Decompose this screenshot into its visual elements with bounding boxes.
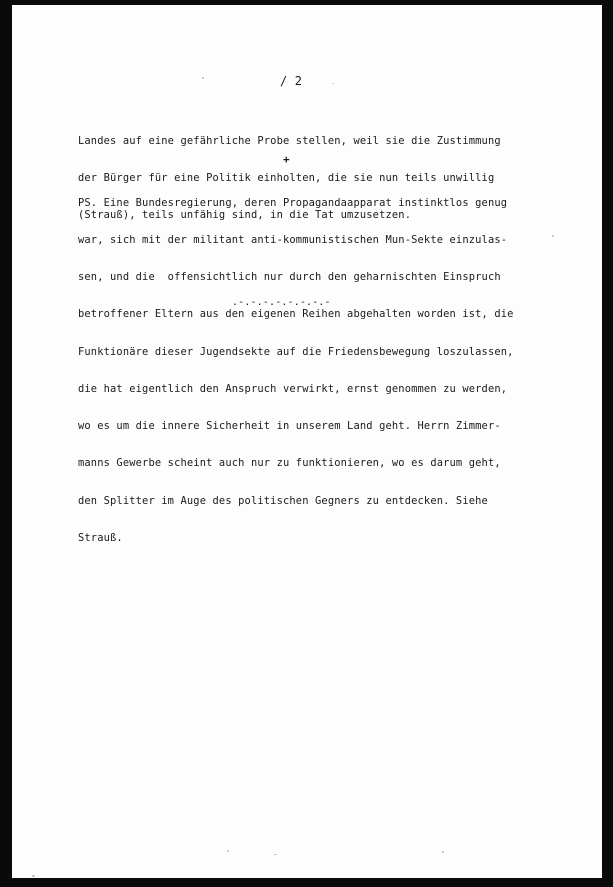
text-line: den Splitter im Auge des politischen Gegners zu entdecken. Siehe	[78, 494, 488, 507]
paragraph-2-postscript	[78, 172, 514, 569]
scan-speck	[227, 850, 229, 852]
text-line: wo es um die innere Sicherheit in unserem Land geht. Herrn Zimmer-	[78, 420, 501, 433]
text-line: manns Gewerbe scheint auch nur zu funktionieren, wo es darum geht,	[78, 457, 501, 470]
text-line: Strauß.	[78, 531, 123, 544]
separator-mark: +	[283, 153, 290, 166]
document-page	[12, 5, 602, 878]
text-line: war, sich mit der militant anti-kommunistischen Mun-Sekte einzulas-	[78, 234, 508, 247]
end-mark: .-.-.-.-.-.-.-.-	[232, 297, 331, 308]
text-line: Landes auf eine gefährliche Probe stellen, weil sie die Zustimmung	[78, 134, 501, 147]
text-line: der Bürger für eine Politik einholten, die sie nun teils unwillig	[78, 172, 495, 185]
scan-speck	[332, 83, 334, 84]
page-number: / 2	[280, 74, 303, 88]
scan-speck	[202, 77, 204, 79]
text-line: die hat eigentlich den Anspruch verwirkt, ernst genommen zu werden,	[78, 382, 508, 395]
scan-speck	[442, 851, 444, 853]
text-line: (Strauß), teils unfähig sind, in die Tat umzusetzen.	[78, 209, 412, 222]
scan-speck	[274, 854, 277, 855]
scan-speck	[32, 875, 35, 877]
text-line: PS. Eine Bundesregierung, deren Propagandaapparat instinktlos genug	[78, 196, 508, 209]
text-line: Funktionäre dieser Jugendsekte auf die Friedensbewegung loszulassen,	[78, 345, 514, 358]
text-line: betroffener Eltern aus den eigenen Reihen abgehalten worden ist, die	[78, 308, 514, 321]
text-line: sen, und die offensichtlich nur durch den geharnischten Einspruch	[78, 271, 501, 284]
scan-speck	[552, 235, 554, 237]
